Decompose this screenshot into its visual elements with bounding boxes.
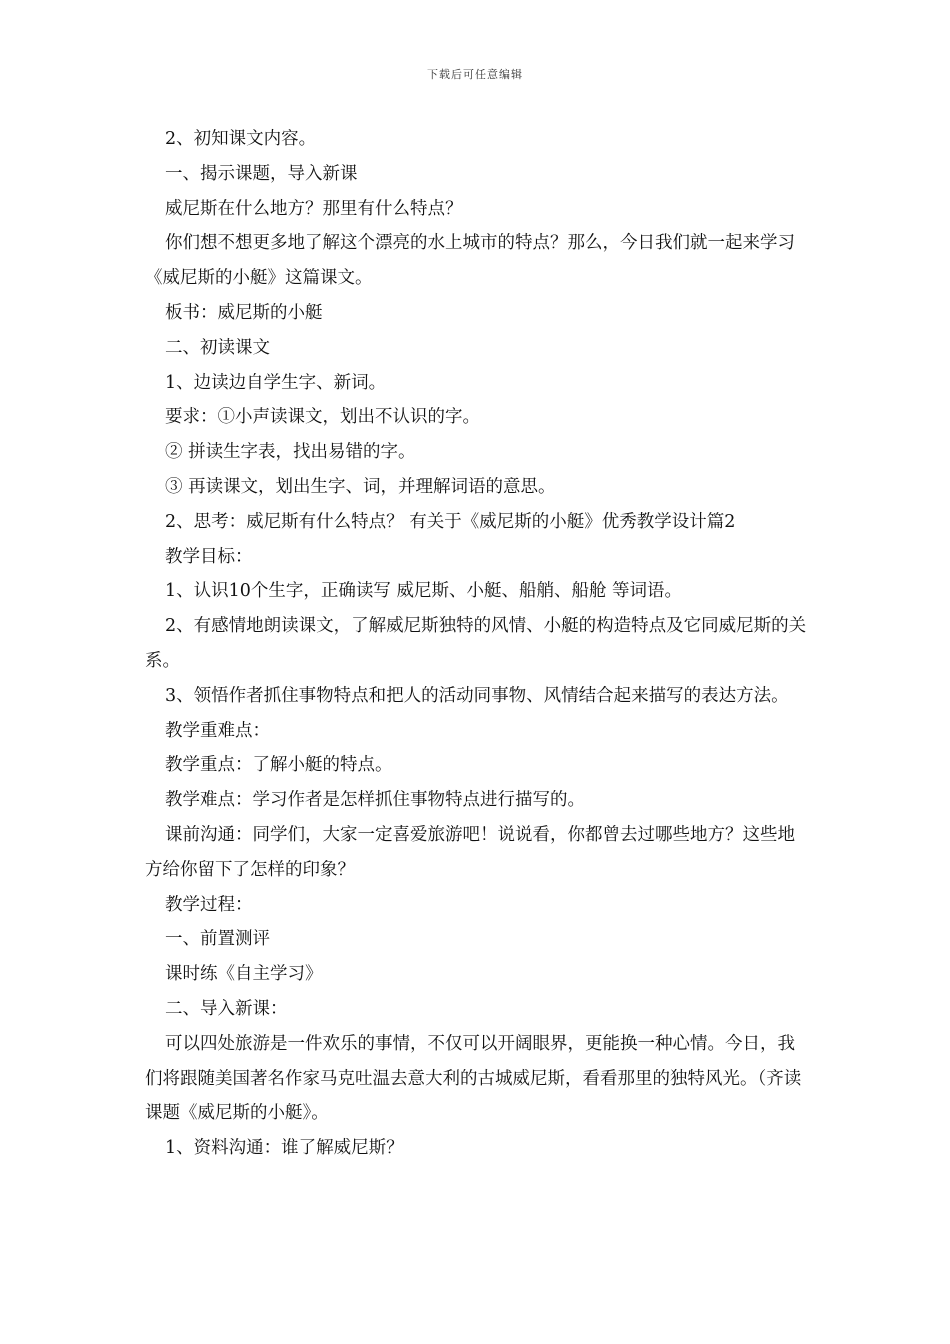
- paragraph: 1、资料沟通：谁了解威尼斯？: [165, 1138, 404, 1159]
- paragraph: 2、思考：威尼斯有什么特点？ 有关于《威尼斯的小艇》优秀教学设计篇2: [165, 511, 736, 532]
- paragraph: 1、边读边自学生字、新词。: [165, 372, 387, 393]
- paragraph: 可以四处旅游是一件欢乐的事情，不仅可以开阔眼界，更能换一种心情。今日，我们将跟随美国著名作家马克吐温去意大利的古城威尼斯，看看那里的独特风光。（齐读课题《威尼斯的小艇》。: [145, 1033, 802, 1124]
- paragraph: 教学难点：学习作者是怎样抓住事物特点进行描写的。: [165, 790, 585, 811]
- paragraph: 要求：①小声读课文，划出不认识的字。: [165, 407, 480, 428]
- section-heading: 教学过程：: [165, 894, 253, 915]
- paragraph: 1、认识10个生字，正确读写 威尼斯、小艇、船艄、船舱 等词语。: [165, 581, 683, 602]
- paragraph: 课前沟通：同学们，大家一定喜爱旅游吧！说说看，你都曾去过哪些地方？这些地方给你留下了怎样的印象？: [145, 824, 795, 880]
- paragraph: ② 拼读生字表，找出易错的字。: [165, 442, 416, 463]
- paragraph: 教学重点：了解小艇的特点。: [165, 755, 393, 776]
- section-heading: 二、导入新课：: [165, 998, 288, 1019]
- paragraph: 3、领悟作者抓住事物特点和把人的活动同事物、风情结合起来描写的表达方法。: [165, 685, 789, 706]
- paragraph: ③ 再读课文，划出生字、词，并理解词语的意思。: [165, 476, 556, 497]
- paragraph: 板书：威尼斯的小艇: [165, 302, 323, 323]
- paragraph: 威尼斯在什么地方？那里有什么特点？: [165, 198, 463, 219]
- section-heading: 教学目标：: [165, 546, 253, 567]
- document-body: [145, 122, 810, 1166]
- paragraph: 2、初知课文内容。: [165, 129, 317, 149]
- paragraph: 你们想不想更多地了解这个漂亮的水上城市的特点？那么，今日我们就一起来学习《威尼斯的小艇》这篇课文。: [145, 233, 795, 289]
- section-heading: 二、初读课文: [165, 337, 270, 358]
- section-heading: 一、揭示课题，导入新课: [165, 163, 358, 184]
- section-heading: 一、前置测评: [165, 929, 270, 950]
- page-header-note: 下载后可任意编辑: [427, 68, 523, 81]
- section-heading: 教学重难点：: [165, 720, 270, 741]
- paragraph: 2、有感情地朗读课文，了解威尼斯独特的风情、小艇的构造特点及它同威尼斯的关系。: [145, 616, 807, 671]
- paragraph: 课时练《自主学习》: [165, 964, 323, 985]
